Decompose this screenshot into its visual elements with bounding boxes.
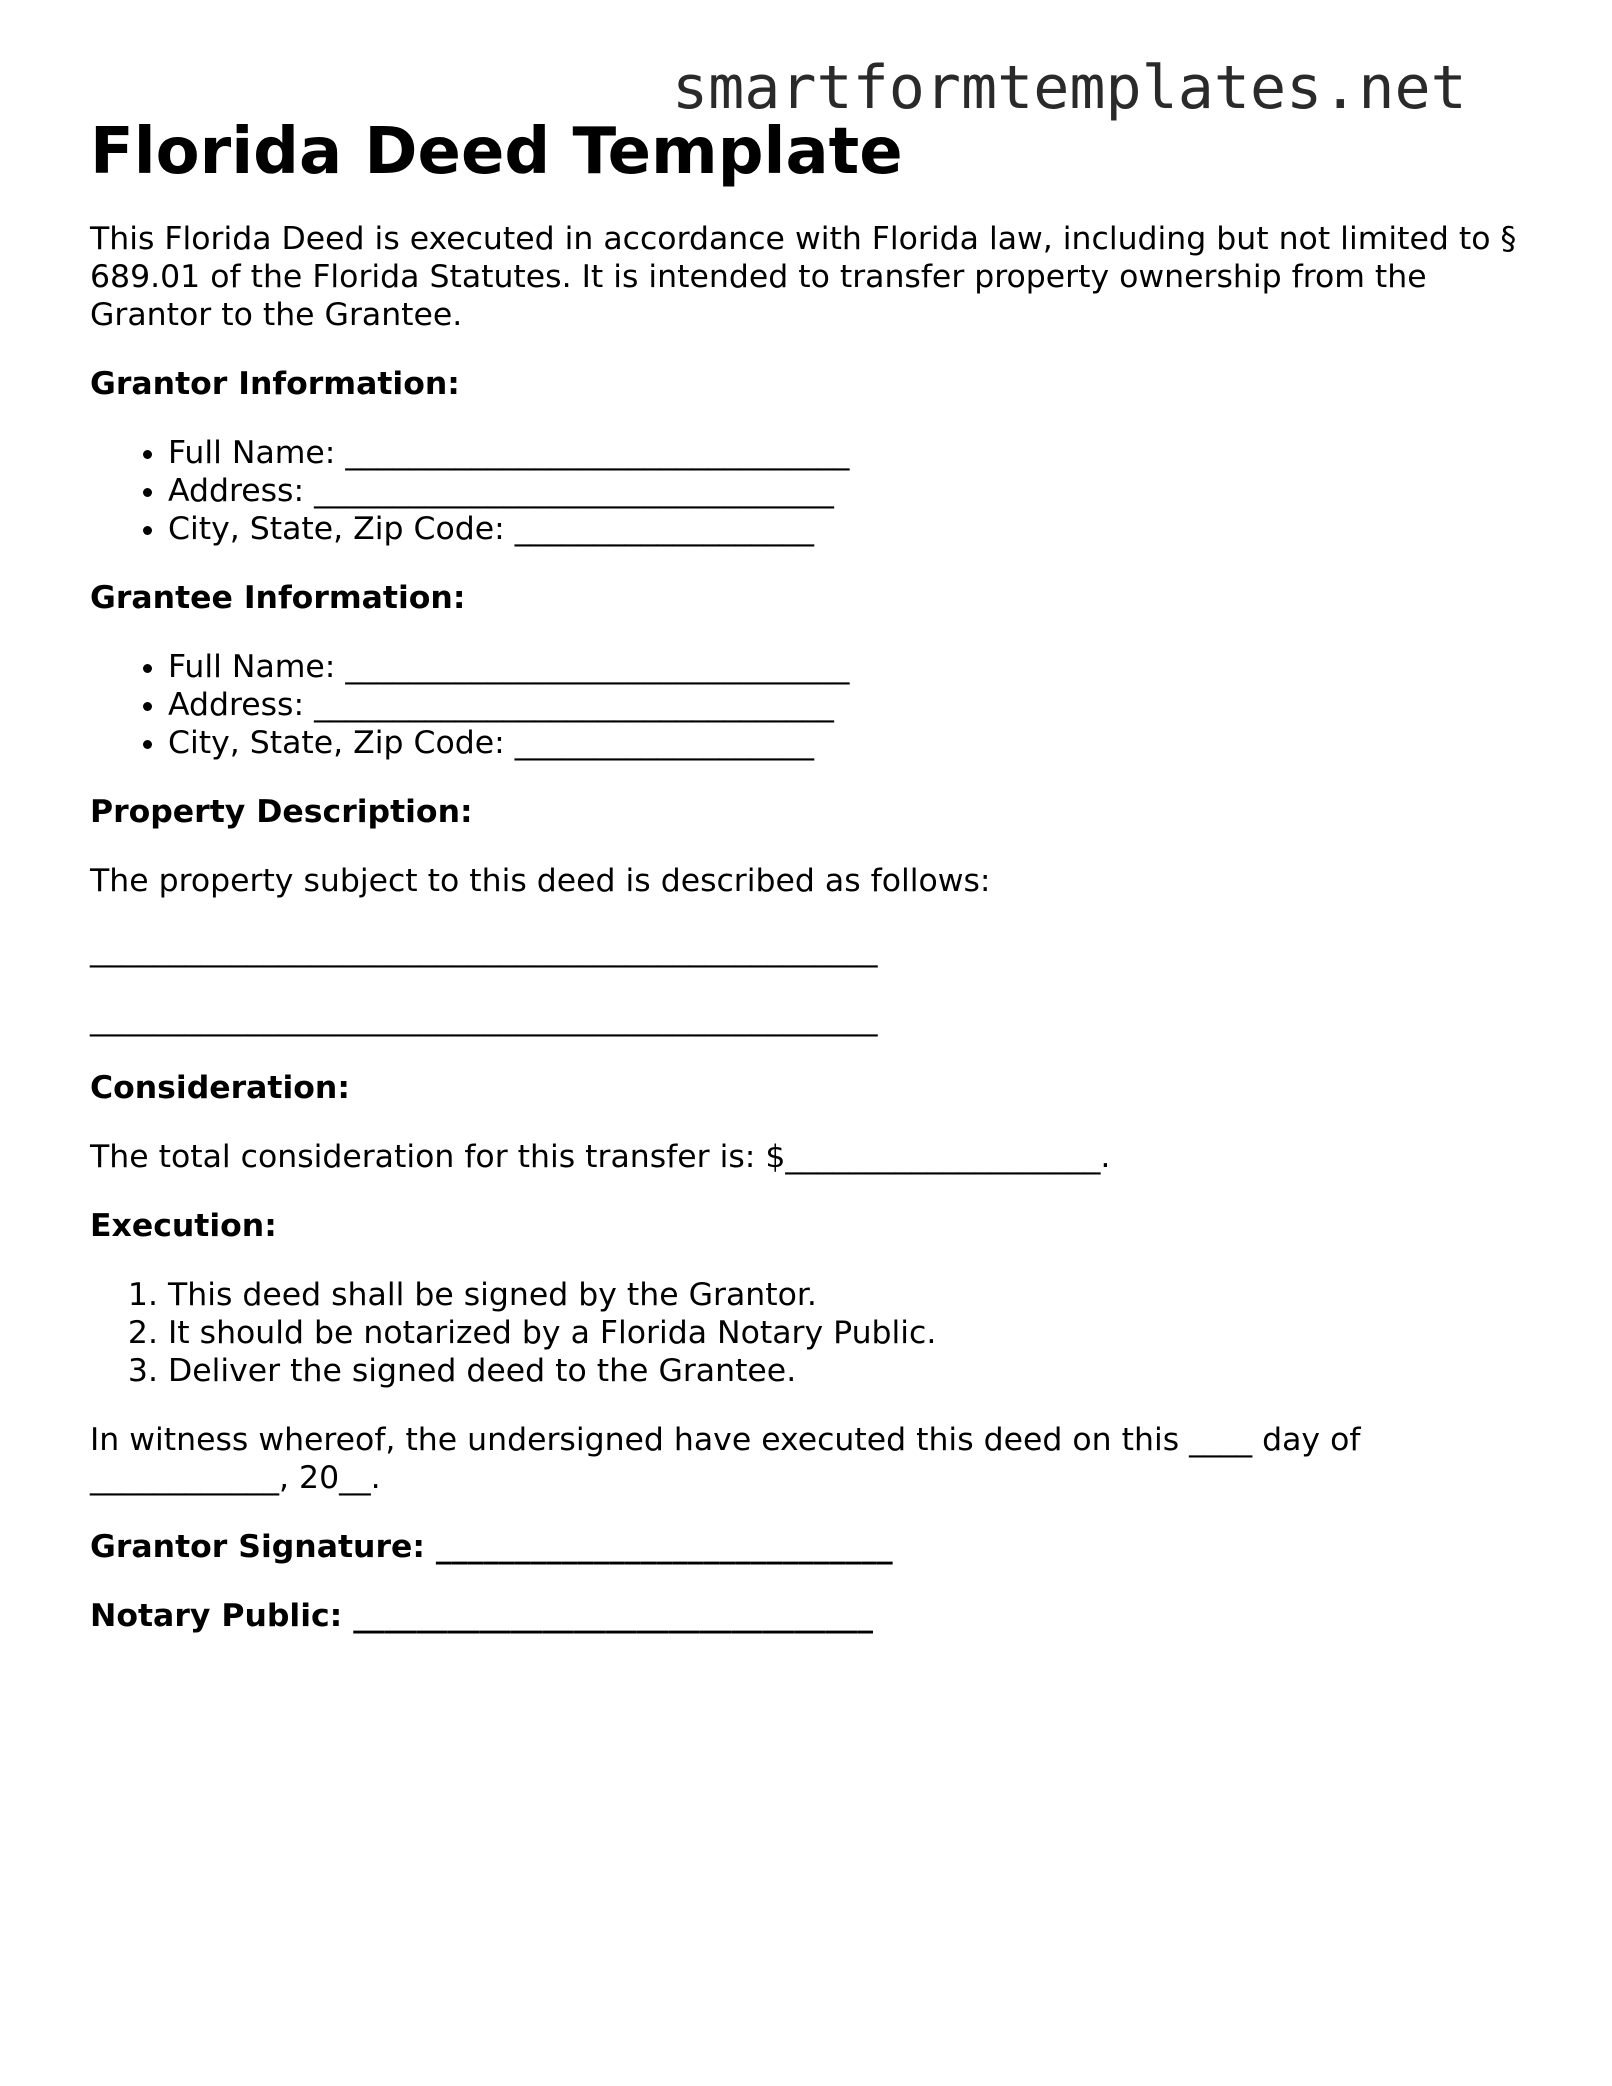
property-heading: Property Description: bbox=[90, 794, 473, 830]
grantor-address-field: • Address: _________________________________ bbox=[168, 472, 1530, 510]
grantor-full-name-field: • Full Name: ________________________________ bbox=[168, 434, 1530, 472]
property-text: The property subject to this deed is described as follows: bbox=[90, 863, 991, 899]
grantee-city-state-zip-field: • City, State, Zip Code: ___________________ bbox=[168, 724, 1530, 762]
grantee-address-field: • Address: _________________________________ bbox=[168, 686, 1530, 724]
grantee-full-name-field: • Full Name: ________________________________ bbox=[168, 648, 1530, 686]
grantee-heading: Grantee Information: bbox=[90, 580, 466, 616]
watermark: smartformtemplates.net bbox=[672, 53, 1467, 123]
page-title: Florida Deed Template bbox=[90, 115, 903, 189]
grantor-list bbox=[90, 434, 1530, 548]
property-description-line-1: __________________________________________________ bbox=[90, 932, 878, 968]
execution-step-3: 3. Deliver the signed deed to the Grantee. bbox=[168, 1352, 1530, 1390]
execution-step-2: 2. It should be notarized by a Florida Notary Public. bbox=[168, 1314, 1530, 1352]
intro-paragraph: This Florida Deed is executed in accordance with Florida law, including but not limited to § 689.01 of the Florida Statutes. It is intended to transfer property ownership from the Grantor to the Grantee. bbox=[90, 221, 1517, 333]
grantor-city-state-zip-field: • City, State, Zip Code: ___________________ bbox=[168, 510, 1530, 548]
grantor-heading: Grantor Information: bbox=[90, 366, 460, 402]
notary-public-line: Notary Public: _________________________________ bbox=[90, 1598, 873, 1634]
grantee-list bbox=[90, 648, 1530, 762]
execution-heading: Execution: bbox=[90, 1208, 277, 1244]
consideration-text: The total consideration for this transfer is: $____________________. bbox=[90, 1139, 1111, 1175]
consideration-heading: Consideration: bbox=[90, 1070, 350, 1106]
execution-steps bbox=[90, 1276, 1530, 1390]
execution-step-1: 1. This deed shall be signed by the Grantor. bbox=[168, 1276, 1530, 1314]
document-body bbox=[90, 112, 1530, 1666]
witness-clause: In witness whereof, the undersigned have executed this deed on this ____ day of ____________, 20__. bbox=[90, 1422, 1361, 1496]
property-description-line-2: __________________________________________________ bbox=[90, 1001, 878, 1037]
grantor-signature-line: Grantor Signature: _____________________________ bbox=[90, 1529, 893, 1565]
